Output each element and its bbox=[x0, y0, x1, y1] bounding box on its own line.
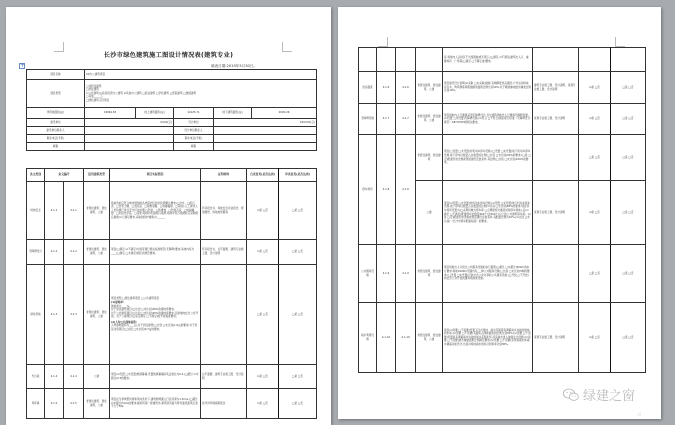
actual-line: 对于公共建筑项目(□达到 □未达到)30%的绿地率要求,且绿地向社会公众开放。对于公建项目(□是否满足 □不满足)的开放程度要求。 bbox=[111, 311, 198, 319]
row-clause-a: 4.1.10 bbox=[377, 303, 396, 373]
row-evidence: 室外风环境模拟报告 bbox=[201, 389, 247, 419]
row-review[interactable]: □是 □否 bbox=[279, 240, 317, 265]
row-clause-a: 4.1.1 bbox=[45, 182, 64, 240]
row-category: 无障碍设计 bbox=[27, 240, 45, 265]
clauses-table-page-2 bbox=[358, 47, 646, 373]
project-type-option[interactable]: ☑公共建筑(□政府投资办公建筑 ☑其他办公建筑 □商业建筑 □学校建筑 □医院建筑 □旅馆建筑 bbox=[86, 91, 197, 95]
table-row bbox=[359, 48, 646, 72]
table-row bbox=[359, 303, 646, 373]
row-actual: 项目(☑设置 □未设置)玻璃幕墙,设置玻璃幕墙时其反射比为0.2,(□超过 ☑未超过)0.2的要求。 bbox=[110, 365, 201, 389]
design-contact-value bbox=[214, 127, 317, 135]
row-self-check[interactable]: ☑是 □否 bbox=[579, 181, 611, 245]
construction-unit-value: XXXX(章) bbox=[85, 119, 174, 127]
actual-line: 绿地率为____%。 bbox=[111, 304, 132, 308]
row-clause-a: 4.1.5 bbox=[45, 389, 64, 419]
row-building-type: 非居住建筑、居住建筑、公建 bbox=[416, 104, 443, 135]
row-category bbox=[359, 48, 377, 72]
table-row bbox=[27, 365, 317, 389]
row-building-type: 非居住建筑、居住建筑、公建 bbox=[84, 265, 110, 365]
row-self-check[interactable]: ☑是 □否 bbox=[247, 389, 279, 419]
row-clause-b: 4.1.7 bbox=[396, 104, 416, 135]
table-row bbox=[359, 245, 646, 303]
row-clause-a: 4.1.3 bbox=[45, 265, 64, 365]
email-label: 邮箱 bbox=[27, 143, 85, 151]
row-self-check[interactable]: ☑是 □否 bbox=[247, 182, 279, 240]
project-name-value: XX办公建筑项目 bbox=[85, 70, 317, 80]
row-clause-a: 4.1.9 bbox=[377, 245, 396, 303]
underground-area-label: 地下建筑面积(㎡) bbox=[214, 108, 252, 119]
phone-label-2: 联系电话(手机) bbox=[174, 135, 214, 143]
row-evidence: 总平面图、建筑专业施工图、设计说明 bbox=[201, 365, 247, 389]
row-self-check[interactable]: ☑是 □否 bbox=[579, 72, 611, 104]
row-clause-a: 4.1.8 bbox=[377, 135, 396, 245]
project-type-option[interactable]: □非居住建筑 bbox=[86, 84, 102, 88]
row-review[interactable]: □是 □否 bbox=[279, 365, 317, 389]
document-title: 长沙市绿色建筑施工图设计情况表(建筑专业) bbox=[103, 52, 234, 59]
row-actual: 场地选址应符合城市规划的各类保护区和危险源避让要求(□洪水、□泥石流、□含氡土壤、□危险品、□易燃易爆、□电磁辐射、□其他),人工或非人工危险源已进行安全评估处理:□防洪、□防滑坡、□防泥石流、□电磁辐射、□危险化学品、□其他;场地内无超标污染源,场地外有污染源时应采取相应措施:☑已满足要求,采取的防护措施为:______ bbox=[110, 182, 201, 240]
row-evidence: 环评报告书、总平面图、建筑专业施工图、设计说明 bbox=[201, 240, 247, 265]
project-type-label: 项目类型 bbox=[27, 80, 85, 108]
clauses-table-page-1 bbox=[26, 168, 317, 419]
row-review[interactable]: □是 □否 bbox=[611, 181, 646, 245]
row-clause-b: 4.1.6 bbox=[396, 72, 416, 104]
row-review[interactable]: □是 □否 bbox=[611, 104, 646, 135]
row-clause-b: 4.1.2 bbox=[64, 240, 84, 265]
row-category: 光污染 bbox=[27, 365, 45, 389]
table-row bbox=[27, 265, 317, 365]
row-building-type: 非居住建筑、居住建筑 bbox=[416, 245, 443, 303]
document-page-1 bbox=[6, 7, 331, 425]
row-review[interactable]: □是 □否 bbox=[611, 72, 646, 104]
project-info-table bbox=[26, 69, 317, 151]
row-clause-b: 4.1.5 bbox=[64, 389, 84, 419]
project-type-option[interactable]: □绿色建筑示范项目 bbox=[86, 98, 110, 102]
row-clause-a: 4.1.2 bbox=[45, 240, 64, 265]
row-building-type: 非居住建筑、居住建筑、公建 bbox=[84, 389, 110, 419]
phone-value bbox=[85, 135, 174, 143]
table-row bbox=[359, 72, 646, 104]
row-category: 公共服务设施 bbox=[359, 245, 377, 303]
header-self-check: 自查意见(是否达到) bbox=[247, 169, 279, 182]
row-clause-b: 4.1.4 bbox=[64, 365, 84, 389]
row-category: 雨水利用设施 bbox=[359, 303, 377, 373]
construction-contact-label: 建设单位联系人 bbox=[27, 127, 85, 135]
phone-value-2 bbox=[214, 135, 317, 143]
row-clause-b: 4.1.10 bbox=[396, 303, 416, 373]
header-category: 条文类别 bbox=[27, 169, 45, 182]
margin-corner-top-right bbox=[615, 37, 625, 47]
row-review bbox=[611, 48, 646, 72]
above-ground-area-label: 地上建筑面积(㎡) bbox=[136, 108, 174, 119]
table-row bbox=[359, 104, 646, 135]
row-evidence: 景观专业施工图、设计说明 bbox=[533, 181, 579, 245]
phone-label: 联系电话(手机) bbox=[27, 135, 85, 143]
row-evidence bbox=[201, 265, 247, 365]
row-self-check[interactable]: ☑是 □否 bbox=[247, 365, 279, 389]
row-actual: 项目(□满足 ☑不满足)与国家现行相关标准规范(无障碍)要求,具体内容为____(□满足 □未满足)相应的规范要求。 bbox=[110, 240, 201, 265]
row-self-check[interactable]: □是 □否 bbox=[579, 135, 611, 181]
row-actual: 项目在冬季典型风速和风向条件下,建筑物周围人行区风速为1.5m/s,(□超过 ☑未超过)5m/s的要求;除迎风第一排建筑外,建筑迎风面与背风面表面风压差不大于5Pa bbox=[110, 389, 201, 419]
row-review[interactable]: □是 □否 bbox=[611, 245, 646, 303]
row-review[interactable]: □是 □否 bbox=[611, 135, 646, 181]
row-evidence: 景观专业施工图、设计说明 bbox=[533, 303, 579, 373]
actual-subheading: (1)绿地率: bbox=[111, 300, 125, 304]
row-evidence: 环评报告书、场地安全评估报告、规划图纸、场地地形图等 bbox=[201, 182, 247, 240]
table-row bbox=[359, 135, 646, 181]
row-clause-a: 4.1.7 bbox=[377, 104, 396, 135]
row-category: 热岛强度 bbox=[359, 72, 377, 104]
email-value bbox=[85, 143, 174, 151]
fill-date: 填表日期:2019年5月30日。 bbox=[211, 64, 257, 68]
watermark bbox=[562, 385, 635, 404]
row-evidence bbox=[533, 245, 579, 303]
row-clause-a bbox=[377, 48, 396, 72]
row-clause-b: 4.1.9 bbox=[396, 245, 416, 303]
row-building-type: 公建 bbox=[84, 365, 110, 389]
row-category: 风环境 bbox=[27, 389, 45, 419]
above-ground-area-value: 11025.71 bbox=[174, 108, 214, 119]
row-building-type: 公建 bbox=[416, 181, 443, 245]
row-clause-a: 4.1.6 bbox=[377, 72, 396, 104]
net-land-area-label: 净用地面积(㎡) bbox=[27, 108, 85, 119]
row-building-type: 非居住建筑、居住建筑、公建 bbox=[84, 182, 110, 240]
table-row bbox=[27, 240, 317, 265]
actual-subheading: (2)人均公共绿地面积: bbox=[111, 320, 137, 324]
header-actual: 项目实际情况 bbox=[110, 169, 201, 182]
row-actual bbox=[110, 265, 201, 365]
project-type-option[interactable]: □居住建筑 bbox=[86, 88, 99, 92]
row-building-type: 非居住建筑、居住建筑、公建 bbox=[84, 240, 110, 265]
construction-contact-value bbox=[85, 127, 174, 135]
margin-corner-top-left bbox=[378, 37, 388, 47]
actual-line: 人均绿地面积为____㎡,对于居住建筑(□达到 □未达到)1.0㎡的要求;对于旧区改造项目(□达到 □未达到)0.7㎡的要求。 bbox=[111, 324, 198, 332]
table-move-handle-icon[interactable]: + bbox=[20, 62, 26, 69]
row-clause-a: 4.1.4 bbox=[45, 365, 64, 389]
row-building-type bbox=[416, 48, 443, 72]
row-actual: 项目建设设计说明(☑采取 □未采取)措施,有效降低热岛强度,户外活动场地有乔木、构筑物等遮阴措施的面积比例达到10%,对于硬质铺地透水铺装比例达到10%。 bbox=[443, 72, 533, 104]
header-review: 审查意见(是否达到) bbox=[279, 169, 317, 182]
row-actual: 室:场地内人活动区不出现涡旋或无风区;(□满足 ☑不满足)建筑出入口、重要场所、广场等(□满足 □不满足)的要求。 bbox=[443, 48, 533, 72]
watermark-text: 绿建之窗 bbox=[583, 389, 636, 404]
row-self-check[interactable]: ☑是 □否 bbox=[579, 104, 611, 135]
design-unit-value: XXXXXX(章) bbox=[214, 119, 317, 127]
row-actual: 项目(□设置 □未设置)非机动车停车设施,(□设置 □未设置)地下机动车停车设施,地下停车位数量占总数量的比例(□达到 □未达到)90%的要求;(□是 □否)配建充电设施或预留建设安装条件,其比例(□达到 □未达到)100%的要求。 bbox=[443, 135, 533, 181]
header-building-type: 适用建筑类型 bbox=[84, 169, 110, 182]
row-review[interactable]: □是 □否 bbox=[279, 389, 317, 419]
actual-line: 对于居住建筑项目(□达到 □未达到)30%的绿地率要求。 bbox=[111, 308, 177, 312]
project-name-label: 项目名称 bbox=[27, 70, 85, 80]
project-type-options bbox=[85, 80, 317, 108]
row-review[interactable]: □是 □否 bbox=[611, 303, 646, 373]
row-clause-b bbox=[396, 48, 416, 72]
row-category: 场地安全 bbox=[27, 182, 45, 240]
row-evidence bbox=[533, 48, 579, 72]
table-row bbox=[27, 389, 317, 419]
row-actual: 项目(☑需要 □不需要)设置下凹式绿地、雨水花园等有调蓄雨水功能的绿地和水体,(☑需要 □不需要)其面积占绿地面积的比例达到30%;(☑需要 □不需要)设置具有调蓄雨水功能的雨水花园系统,径流雨水进入地面生态设施;(☑需要 □不需要)透水铺装面积比例满足要求;(☑需要 □不需要)采用景观水体雨水调蓄功能设计,达到对场地雨水的综合利用率达到30%。 bbox=[443, 303, 533, 373]
row-self-check[interactable]: ☑是 □否 bbox=[579, 303, 611, 373]
row-actual: 项目(☑设置 □未设置)非机动车停车设施,(☑设置 □未设置)地下机动车停车设施,地下停车位数量占总数量的比例(☑达到 □未达到)80%的要求;项目停车场所设置为(□采用机械式停车库 □合理组织交通流线和停车场地),且(☑满足 □不满足)配建停车位数量400个(含400个)以上的公共建筑停车场。(☑是 □否)配建充电设施或预留建设安装条件,其配建比例为10%,(☑达到 □未达到)《长沙市停车配建标准》的要求。 bbox=[443, 181, 533, 245]
row-category: 绿化用地 bbox=[27, 265, 45, 365]
row-evidence bbox=[533, 135, 579, 181]
row-building-type: 非居住建筑、居住建筑、公建 bbox=[416, 72, 443, 104]
table-row bbox=[27, 182, 317, 240]
email-label-2: 邮箱 bbox=[174, 143, 214, 151]
design-contact-label: 设计单位联系人 bbox=[174, 127, 214, 135]
row-building-type: 非居住建筑、居住建筑 bbox=[416, 135, 443, 181]
underground-area-value: 2000.26 bbox=[252, 108, 317, 119]
row-evidence: 景观专业施工图、设计说明 bbox=[533, 104, 579, 135]
row-review[interactable]: □是 □否 bbox=[279, 182, 317, 240]
row-actual: 项目场地出入口到达公共服务设施的步行距离(□超过 □未超过)500m的步行要求;场地1000m范围内有___种公共服务设施(□达到 □未达到)5种的要求;(□设置 □未设置)可供社会公众共享的公共服务设施,(□开放 □不开放)向社会公众开放的建筑场地或设施。 bbox=[443, 245, 533, 303]
paragraph-end-mark: □ bbox=[638, 412, 641, 416]
row-actual: 项目场地内人行通道采用无障碍设计,且与建筑场地外人行通道无障碍连通。(☑设置 □未设置)无障碍设施,(☑符合 □不符合)国家现行标准《无障碍设计规范》GB 50763的相关要求。 bbox=[443, 104, 533, 135]
project-type-option[interactable]: □其他______) bbox=[86, 95, 103, 99]
row-self-check[interactable]: □是 □否 bbox=[247, 265, 279, 365]
row-building-type: 非居住建筑、居住建筑、公建 bbox=[416, 303, 443, 373]
actual-line: 项目类型:□居住建筑项目 □公共建筑项目 bbox=[111, 297, 160, 301]
row-category: 无障碍设施 bbox=[359, 104, 377, 135]
row-evidence: 建筑专业施工图、设计说明、景观专业施工图、设计说明 bbox=[533, 72, 579, 104]
row-category: 停车场所 bbox=[359, 135, 377, 245]
document-page-2 bbox=[338, 7, 661, 419]
header-evidence: 证明材料 bbox=[201, 169, 247, 182]
row-review[interactable]: □是 □否 bbox=[279, 265, 317, 365]
design-unit-label: 设计单位 bbox=[174, 119, 214, 127]
row-clause-b: 4.1.3 bbox=[64, 265, 84, 365]
row-self-check[interactable]: ☑是 □否 bbox=[247, 240, 279, 265]
header-clause-no: 条文编号 bbox=[45, 169, 84, 182]
row-clause-b: 4.1.1 bbox=[64, 182, 84, 240]
email-value-2 bbox=[214, 143, 317, 151]
wechat-icon bbox=[562, 388, 580, 402]
row-self-check bbox=[579, 48, 611, 72]
row-self-check[interactable]: □是 □否 bbox=[579, 245, 611, 303]
construction-unit-label: 建设单位 bbox=[27, 119, 85, 127]
net-land-area-value: 19864.83 bbox=[85, 108, 136, 119]
row-clause-b: 4.1.8 bbox=[396, 135, 416, 245]
